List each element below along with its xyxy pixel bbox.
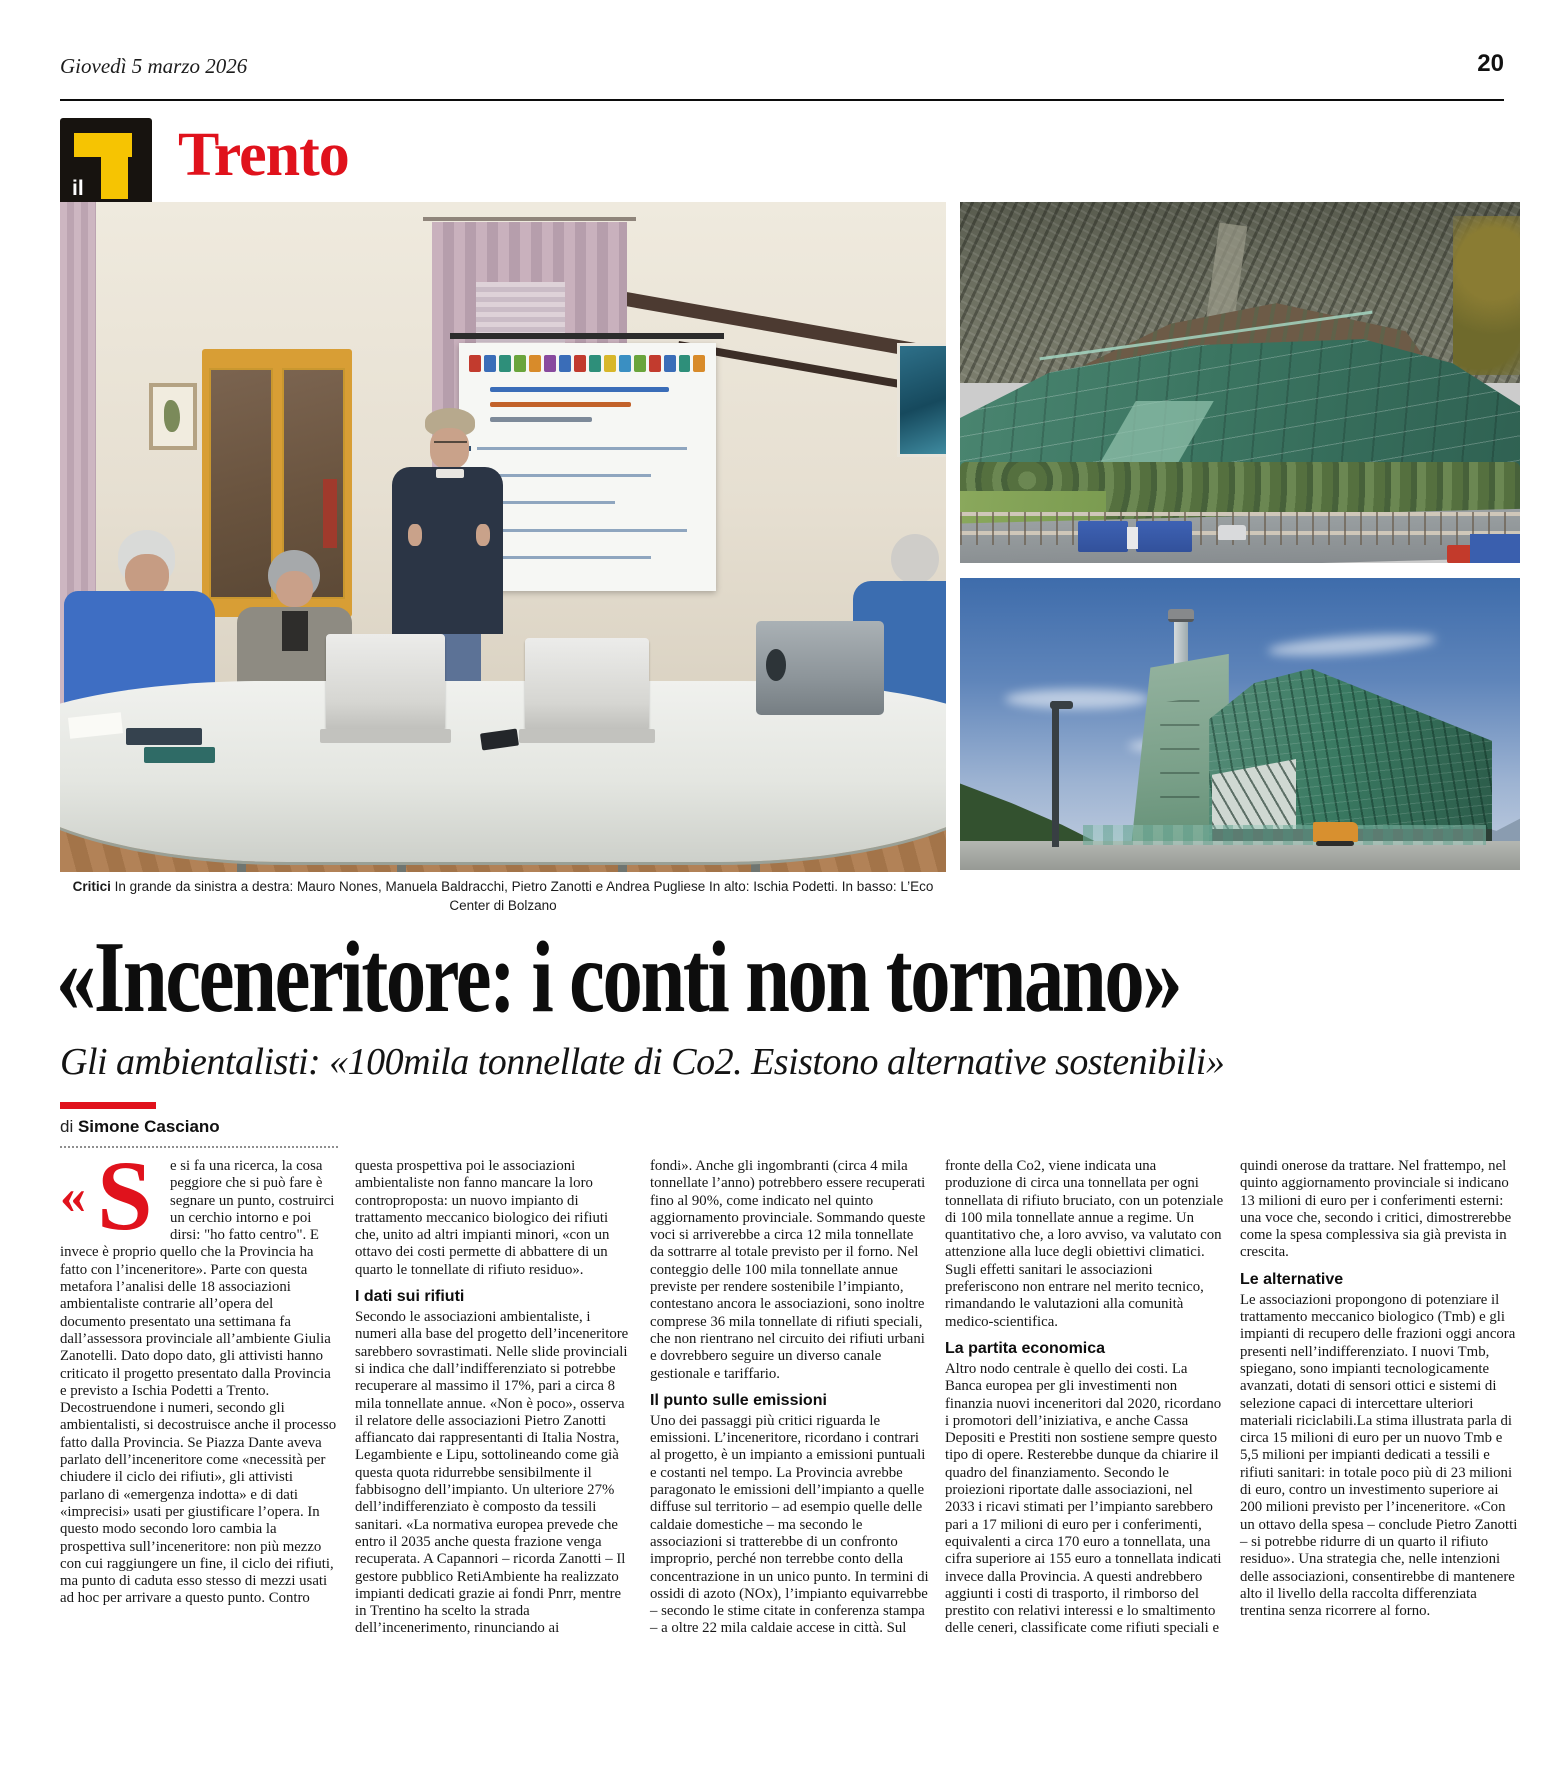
person-face [430, 428, 469, 468]
orange-truck [1313, 822, 1358, 842]
photo-meeting [60, 202, 946, 872]
article-paragraph: Le associazioni propongono di potenziare il trattamento meccanico biologico (Tmb) e gli impianti di recupero delle frazioni oggi ancora presenti nell’indifferenziato. I nuovi Tmb, spiegano, sono impianti tecnologicamente avanzati, dotati di sensori ottici e sistemi di selezione capaci di intercettare ulteriori materiali riciclabili.La stima illustrata parla di circa 15 milioni di euro per un nuovo Tmb e 5,5 milioni per impianti dedicati a tessili e rifiuti sanitari: in totale poco più di 23 milioni di euro, contro un investimento superiore ai 200 milioni previsto per l’inceneritore. «Con un ottavo della spesa – conclude Pietro Zanotti – si potrebbe ridurre di un quarto il rifiuto residuo». Una strategia che, nelle intenzioni delle associazioni, consentirebbe di mantenere alto il livello della raccolta differenziata trentina senza ricorrere al forno. [1240, 1291, 1518, 1620]
article-column [355, 1158, 634, 1770]
article-column [650, 1158, 929, 1770]
wall-artwork [897, 343, 946, 457]
person-glasses [434, 441, 467, 443]
person-collar [436, 469, 464, 478]
page-number: 20 [1477, 50, 1504, 77]
article-paragraph: Altro nodo centrale è quello dei costi. La Banca europea per gli investimenti non finanzia nuovi inceneritori dal 2020, ricordano i promotori dell’iniziativa, e anche Cassa Depositi e Prestiti non sostiene sempre questo tipo di opere. Resterebbe dunque da chiarire il quadro del finanziamento. Secondo le proiezioni riportate dalle associazioni, nel 2033 i ricavi stimati per l’impianto sarebbero pari a 17 milioni di euro per i conferimenti, equivalenti a circa 170 euro a tonnellata, una cifra superiore ai 155 euro a tonnellata indicati invece dalla Provincia. A questi andrebbero aggiunti i costi di trasporto, il rimborso del prestito con relativi interessi e lo smaltimento delle ceneri, classificate come rifiuti speciali e [945, 1360, 1222, 1637]
street-lamp [1052, 701, 1059, 847]
slide-title-line [490, 387, 670, 392]
dletter: S [97, 1158, 153, 1251]
caption-lead: Critici [72, 879, 111, 894]
headline-text: «Inceneritore: i conti non tornano» [56, 921, 1181, 1034]
cabinet-door [209, 368, 272, 598]
article-column [1240, 1158, 1519, 1770]
laptop [326, 634, 446, 731]
laptop [525, 638, 649, 732]
decor [164, 400, 180, 432]
slide-logo [544, 355, 556, 372]
chimney-cap [1168, 609, 1194, 622]
slide-bullet-line [477, 529, 688, 532]
person-standing-speaker [392, 467, 503, 635]
slide-logo [484, 355, 496, 372]
slide-logo-row [469, 355, 705, 372]
logo-il-text: il [72, 177, 84, 200]
pavement [960, 841, 1520, 870]
slide-logo [604, 355, 616, 372]
framed-picture [149, 383, 198, 450]
photo-landfill [960, 202, 1520, 563]
caption-text: In grande da sinistra a destra: Mauro Nones, Manuela Baldracchi, Pietro Zanotti e Andrea Pugliese In alto: Ischia Podetti. In basso: L’Eco Center di Bolzano [110, 879, 934, 913]
article-paragraph: fronte della Co2, viene indicata una produzione di circa una tonnellata per ogni tonnellata di rifiuto bruciato, con un potenziale di 100 mila tonnellate annue a regime. Un quantitativo che, a loro avviso, va valutato con attenzione alla luce degli obiettivi climatici. Sugli effetti sanitari le associazioni preferiscono non entrare nel merito tecnico, rimandando le valutazioni alla comunità medico-scientifica. [945, 1158, 1224, 1330]
projector [756, 621, 884, 715]
photo-ecocenter [960, 578, 1520, 870]
article-paragraph: fondi». Anche gli ingombranti (circa 4 mila tonnellate l’anno) potrebbero essere recuperati fino al 90%, come indicato nel quinto aggiornamento provinciale. Sommando queste voci si arriverebbe a circa 12 mila tonnellate da sottrarre al totale previsto per il forno. Nel conteggio delle 100 mila tonnellate annue previste per rendere sostenibile l’impianto, contestano ancora le associazioni, sono inoltre comprese 36 mila tonnellate di rifiuti speciali, che non rientrano nel circuito dei rifiuti urbani e dovrebbero seguire un diverso canale gestionale e tariffario. [650, 1158, 926, 1382]
subheadline: Gli ambientalisti: «100mila tonnellate di Co2. Esistono alternative sostenibili» [60, 1041, 1225, 1083]
person-face [891, 534, 939, 584]
section-title: Trento [178, 121, 349, 189]
slide-logo [649, 355, 661, 372]
logo-t-stem [101, 133, 128, 199]
notebook [144, 747, 215, 763]
car [1218, 525, 1246, 539]
article-paragraph: Secondo le associazioni ambientaliste, i numeri alla base del progetto dell’inceneritore sarebbero sovrastimati. Nelle slide provinciali si indica che dall’indifferenziato si potrebbe recuperare al massimo il 17%, pari a circa 8 mila tonnellate annue. «Non è poco», osserva il relatore delle associazioni Pietro Zanotti affiancato dai rappresentanti di Italia Nostra, Legambiente e Lipu, sottolineando come già questa quota ridurrebbe sensibilmente il fabbisogno dell’impianto. Un ulteriore 27% dell’indifferenziato è composto da tessili sanitari. «La normativa europea prevede che entro il 2035 anche questa frazione venga recuperata. A Capannori – ricorda Zanotti – Il gestore pubblico RetiAmbiente ha realizzato impianti dedicati grazie ai fondi Pnrr, mentre in Trentino ha scelto la strada dell’incenerimento, rinunciando ai [355, 1309, 629, 1637]
byline-accent-bar [60, 1102, 156, 1109]
person-hand [408, 524, 422, 547]
dropcap-initial [60, 1158, 163, 1251]
slide-logo [574, 355, 586, 372]
article-paragraph: Uno dei passaggi più critici riguarda le emissioni. L’inceneritore, ricordano i contrari al progetto, è un impianto a emissioni puntuali e costanti nel tempo. La Provincia avrebbe paragonato le emissioni dell’impianto a quelle diffuse sul territorio – ad esempio quelle delle caldaie domestiche – ma secondo le associazioni si tratterebbe di un confronto improprio, perché non terrebbe conto della concentrazione in un unico punto. In termini di ossidi di azoto (NOx), l’impianto equivarrebbe – secondo le stime citate in conferenza stampa – a oltre 22 mila caldaie accese in città. Sul [650, 1412, 929, 1637]
slide-logo [559, 355, 571, 372]
slide-logo [529, 355, 541, 372]
slide-logo [679, 355, 691, 372]
newspaper-logo [60, 118, 152, 210]
article-column [945, 1158, 1224, 1770]
person-face [276, 571, 313, 608]
byline-author: Simone Casciano [77, 1117, 220, 1136]
truck-blue [1078, 521, 1128, 552]
article-subheading: Le alternative [1240, 1270, 1344, 1288]
truck-trailer [1470, 534, 1520, 563]
article-column [60, 1158, 339, 1770]
slide-logo [634, 355, 646, 372]
slide-title-line [490, 402, 631, 407]
slide-logo [693, 355, 705, 372]
curtain-rod [423, 217, 636, 221]
article-subheading: La partita economica [945, 1339, 1106, 1357]
notebook [126, 728, 201, 745]
slide-logo [499, 355, 511, 372]
projector-lens [766, 649, 787, 681]
cabinet-object [323, 479, 337, 548]
slide-bullet-line [477, 447, 688, 450]
pm-lapbase [519, 729, 655, 742]
glass-fence [1083, 825, 1486, 845]
slide-logo [664, 355, 676, 372]
byline [60, 1117, 220, 1137]
slide-logo [469, 355, 481, 372]
truck-blue [1136, 521, 1192, 552]
truck-cab [1127, 527, 1138, 549]
screen-rail [450, 333, 725, 339]
headline [56, 921, 1522, 1036]
slide-bullet-line [477, 474, 652, 477]
edition-date: Giovedì 5 marzo 2026 [60, 54, 248, 78]
slide-title-line [490, 417, 593, 422]
slide-logo [619, 355, 631, 372]
guill: « [60, 1168, 86, 1225]
byline-dotted-rule [60, 1146, 338, 1148]
slide-logo [589, 355, 601, 372]
header-rule [60, 99, 1504, 101]
photo-caption [60, 878, 946, 916]
article-columns [60, 1158, 1520, 1770]
article-subheading: Il punto sulle emissioni [650, 1391, 827, 1409]
person-shirt [282, 611, 309, 651]
slide-logo [514, 355, 526, 372]
article-paragraph: quindi onerose da trattare. Nel frattempo, nel quinto aggiornamento provinciale si indicano 13 milioni di euro per i conferimenti esterni: una voce che, secondo i critici, dimostrerebbe come la spesa complessiva sia già prevista in crescita. [1240, 1158, 1512, 1261]
pm-lapbase [320, 729, 452, 743]
person-hand [476, 524, 490, 547]
autumn-trees [1453, 216, 1520, 375]
byline-prefix: di [60, 1117, 78, 1136]
article-paragraph: « S e si fa una ricerca, la cosa peggiore che si può fare è segnare un punto, costruirci un cerchio intorno e poi dirsi: "ho fatto centro". E invece è proprio quello che la Provincia ha fatto con l’inceneritore». Parte con questa metafora l’analisi delle 18 associazioni ambientaliste contrarie all’opera del documento presentato una settimana fa dall’assessora provinciale all’ambiente Giulia Zanotelli. Dato dopo dato, gli attivisti hanno criticato il progetto presentato dalla Provincia e previsto a Ischia Podetti a Trento. Decostruendone i numeri, secondo gli ambientalisti, si decostruisce anche il processo fatto dalla Provincia. Se Piazza Dante aveva parlato dell’inceneritore come «necessità per chiudere il ciclo dei rifiuti», gli attivisti parlano di «emergenza indotta» e di dati «imprecisi» usati per giustificare l’opera. In questo modo secondo loro cambia la prospettiva sull’inceneritore: non più mezzo con cui raggiungere un fine, il ciclo dei rifiuti, ma punto di caduta esso stesso di mezzi usati ad hoc per arrivare a questo punto. Contro [60, 1158, 339, 1608]
article-subheading: I dati sui rifiuti [355, 1288, 465, 1306]
article-paragraph: questa prospettiva poi le associazioni ambientaliste non fanno mancare la loro controproposta: un nuovo impianto di trattamento meccanico biologico dei rifiuti che, unito ad altri impianti minori, «con un ottavo dei costi permette di abbattere di un quarto le tonnellate di rifiuto residuo». [355, 1158, 610, 1278]
